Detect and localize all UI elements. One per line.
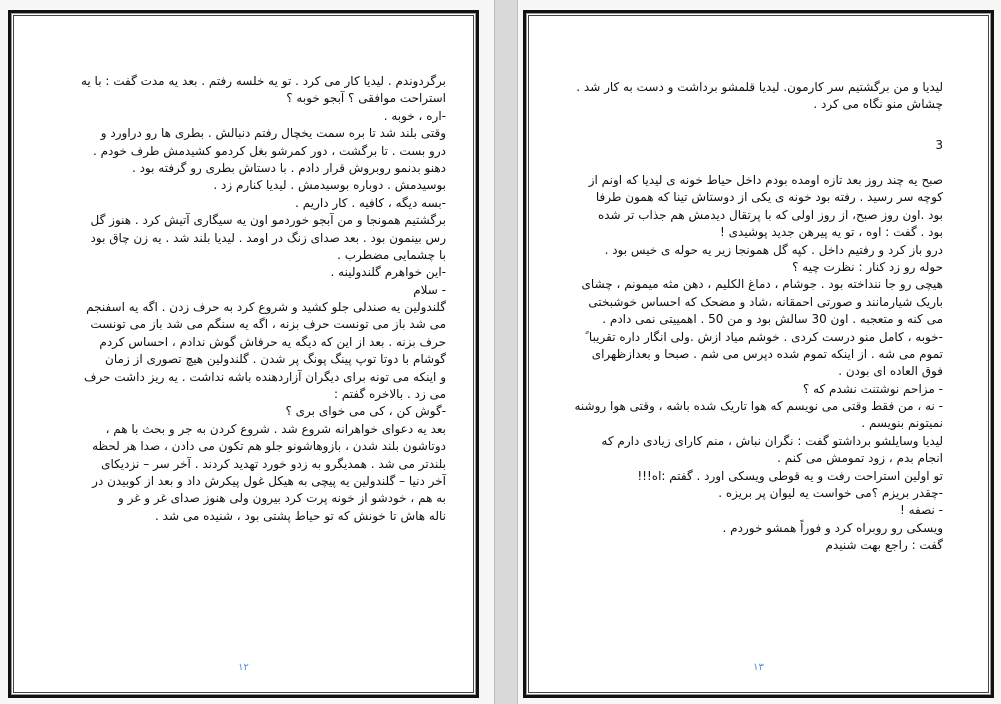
left-page-text-line: درو بست . تا برگشت ، دور کمرشو بغل کردمو کشیدمش طرف خودم . [92,143,446,158]
left-page-text-line: -اره ، خوبه . [383,108,446,123]
right-page-text-line: بود .اون روز صبح، از روز اولی که با پرتقال دیدمش هم جذاب تر شده [597,207,943,222]
right-page-text-line: بود . گفت : اوه ، تو یه پیرهن جدید پوشیدی ! [720,225,943,240]
left-page-text-line: بوسیدمش . دوباره بوسیدمش . لیدیا کنارم زد . [213,178,446,193]
right-page-text-line: می کنه و متعجبه . اون 30 سالش بود و من 50 . اهمییتی نمی دادم . [602,312,943,327]
left-page-text-line: ناله هاش تا خونش که تو حیاط پشتی بود ، شنیده می شد . [155,508,446,523]
right-page-text-line: انجام بدم ، زود تمومش می کنم . [777,451,943,466]
right-page-text-line: تو اولین استراحت رفت و یه قوطی ویسکی اورد . گفتم :اه!!! [637,468,943,483]
left-page-text-line: گوشام با دوتا توپ پینگ پونگ پر شدن . گلندولین هیچ تصوری از زمان [105,352,446,367]
right-page-text-line: نمیتونم بنویسم . [861,416,943,431]
left-page-text-line: به هم ، خودشو از خونه پرت کرد بیرون ولی هنوز صدای غر و غر و [117,491,446,506]
chapter-number: 3 [935,138,943,152]
page-gutter [494,0,518,704]
right-page-text-line: حوله رو زد کنار : نظرت چیه ؟ [792,259,943,274]
right-page [523,10,994,698]
right-page-text-line: هیچی رو جا ننداخته بود . جوشام ، دماغ الکلیم ، دهن مثه میمونم ، چشای [581,277,943,292]
left-page-body [36,73,446,525]
left-page-text-line: دوتاشون بلند شدن ، بازوهاشونو جلو هم تکون می دادن ، صدا هر لحظه [92,439,446,454]
right-page-text-line: باریک شیارمانند و صورتی احمقانه ،شاد و مضحک که احساس خوشبختی [588,294,943,309]
left-page-text-line: رس بینمون بود . بعد صدای زنگ در اومد . لیدیا بلند شد . یه زن چاق بود [90,230,446,245]
left-page-text-line: -گوش کن ، کی می خوای بری ؟ [285,404,446,419]
right-page-top-text [543,79,943,114]
right-page-text-line: گفت : راجع بهت شنیدم [825,538,943,553]
right-page-number: ۱۳ [753,662,764,673]
left-page-text-line: گلندولین یه صندلی جلو کشید و شروع کرد به حرف زدن . اگه یه اسفنجم [86,300,446,315]
right-page-text-line: - مزاحم نوشتنت نشدم که ؟ [802,381,943,396]
right-page-text-line: کوچه سر رسید . رفته بود خونه ی یکی از دوستاش تینا که همون طرفا [595,190,943,205]
right-page-text-line: تموم می شه . از اینکه تموم شده دپرس می شم . صبحا و بعدازظهرای [591,346,943,361]
left-page-text-line: بلندتر می شد . همدیگرو به زدو خورد تهدید کردند . آخر سر – نزدیکای [101,456,446,471]
right-page-text-line: لیدیا وسایلشو برداشتو گفت : نگران نباش ، منم کارای زیادی دارم که [601,433,943,448]
left-page-text-line: برگردوندم . لیدیا کار می کرد . تو یه خلسه رفتم . بعد یه مدت گفت : با یه [80,74,446,88]
left-page [8,10,479,698]
left-page-text-line: می شد باز می تونست حرف بزنه ، اگه یه سنگم می شد باز می تونست [90,317,446,332]
right-page-top-line: چشاش منو نگاه می کرد . [813,97,943,112]
right-page-text-line: -چقدر بریزم ؟می خواست یه لیوان پر بریزه . [718,486,943,501]
left-page-text-line: -بسه دیگه ، کافیه . کار داریم . [295,195,446,210]
left-page-text-line: و اینکه می تونه برای دیگران آزاردهنده باشه نداشت . یه ریز داشت حرف [83,369,446,384]
left-page-text-line: آخر دنیا – گلندولین یه پیچی به هیکل غول پیکرش داد و بعد از کوبیدن در [92,473,446,488]
left-page-text-line: وقتی بلند شد تا بره سمت یخچال رفتم دنبالش . بطری ها رو دراورد و [100,126,446,141]
right-page-text-line: درو باز کرد و رفتیم داخل . کپه گل همونجا زیر یه حوله ی خیس بود . [604,242,943,257]
left-page-text-line: استراحت موافقی ؟ آبجو خوبه ؟ [286,91,446,106]
left-page-text-line: - سلام [413,282,446,297]
right-page-text-line: -خوبه ، کامل منو درست کردی . خوشم میاد ازش .ولی انگار داره تقریبا ً [585,329,943,344]
right-page-text-line: - نه ، من فقط وقتی می نویسم که هوا تاریک شده باشه ، وقتی هوا روشنه [574,399,943,414]
right-page-body [538,172,943,555]
left-page-text-line: دهنو بدنمو روبروش قرار دادم . با دستاش بطری رو گرفته بود . [131,160,446,175]
right-page-text-line: - نصفه ! [899,503,943,518]
right-page-text-line: صبح یه چند روز بعد تازه اومده بودم داخل حیاط خونه ی لیدیا که اونم از [588,173,943,187]
left-page-text-line: می زد . بالاخره گفتم : [333,387,446,402]
left-page-text-line: با چشمایی مضطرب . [337,247,446,262]
left-page-text-line: حرف بزنه . بعد از این که دیگه یه حرفاش گوش ندادم ، احساس کردم [99,334,446,349]
left-page-text-line: برگشتیم همونجا و من آبجو خوردمو اون یه سیگاری آتیش کرد . هنوز گل [90,213,446,228]
right-page-top-line: لیدیا و من برگشتیم سر کارمون. لیدیا قلمشو برداشت و دست به کار شد . [576,80,943,94]
left-page-text-line: بعد یه دعوای خواهرانه شروع شد . شروع کردن به جر و بحث با هم ، [105,421,446,436]
right-page-text-line: ویسکی رو روبراه کرد و فوراً همشو خوردم . [722,520,943,535]
left-page-number: ۱۲ [238,662,249,673]
right-page-text-line: فوق العاده ای بودن . [838,364,943,379]
left-page-text-line: -این خواهرم گلندولینه . [330,265,446,280]
